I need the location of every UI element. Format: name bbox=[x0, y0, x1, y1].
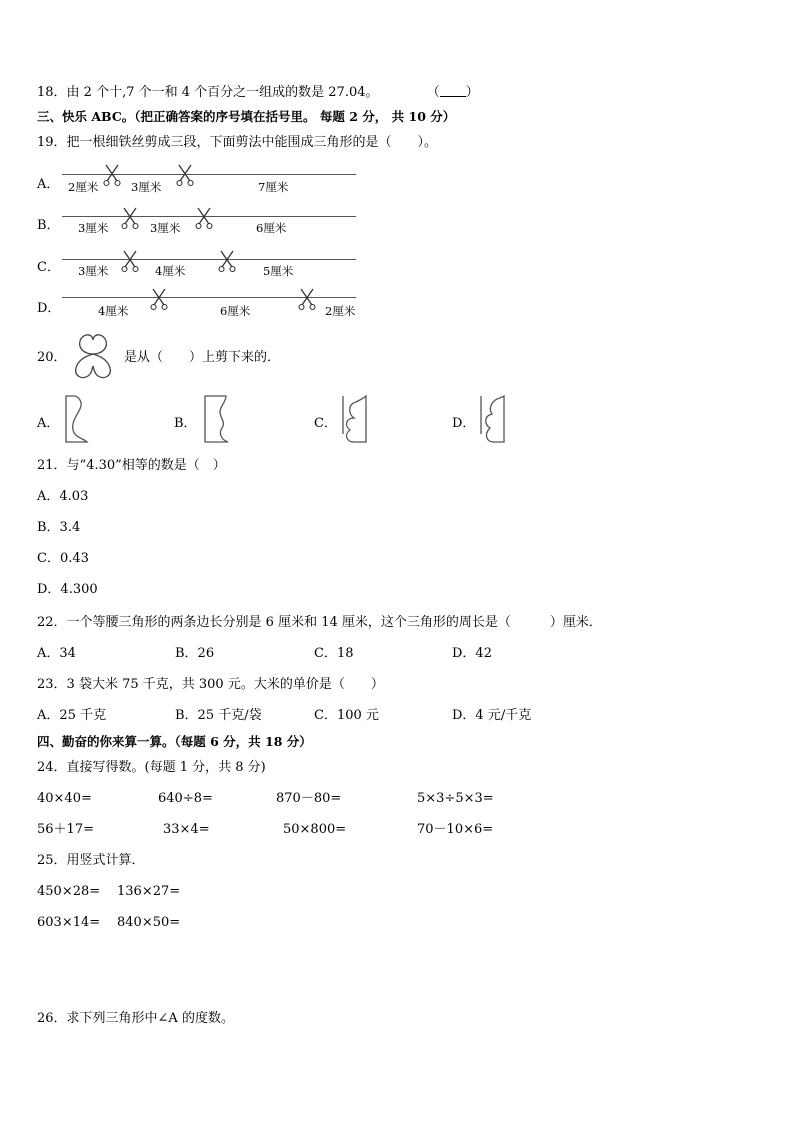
q21-option-c: C．0.43 bbox=[37, 551, 89, 566]
calc-item: 40×40= bbox=[37, 791, 92, 806]
scissors-icon bbox=[298, 288, 316, 310]
q19-segment: 6厘米 bbox=[220, 304, 251, 318]
section-4-title: 四、勤奋的你来算一算。（每题 6 分，共 18 分） bbox=[37, 734, 312, 749]
folded-shape-c-icon bbox=[340, 394, 370, 444]
question-26-text: 26．求下列三角形中∠A 的度数。 bbox=[37, 1011, 234, 1026]
calc-item: 50×800= bbox=[283, 822, 347, 837]
q20-option-c-label: C． bbox=[314, 416, 337, 431]
question-18 bbox=[37, 84, 479, 101]
question-25-text: 25．用竖式计算． bbox=[37, 853, 145, 868]
question-24-text: 24．直接写得数。(每题 1 分，共 8 分) bbox=[37, 760, 266, 775]
q19-segment: 3厘米 bbox=[78, 264, 109, 278]
question-20-text: 是从（ ）上剪下来的． bbox=[124, 350, 281, 365]
scissors-icon bbox=[121, 207, 139, 229]
vertical-calc-item: 450×28= bbox=[37, 884, 101, 899]
scissors-icon bbox=[195, 207, 213, 229]
q19-wire-c bbox=[62, 259, 356, 260]
question-18-text: 18．由 2 个十,7 个一和 4 个百分之一组成的数是 27.04。 bbox=[37, 85, 379, 100]
calc-item: 70－10×6= bbox=[417, 822, 494, 837]
q19-segment: 3厘米 bbox=[78, 221, 109, 235]
q21-option-a: A．4.03 bbox=[37, 489, 89, 504]
vertical-calc-item: 840×50= bbox=[117, 915, 181, 930]
question-23-text: 23．3 袋大米 75 千克，共 300 元。大米的单价是（ ） bbox=[37, 677, 384, 692]
scissors-icon bbox=[150, 288, 168, 310]
q19-option-c-label: C． bbox=[37, 260, 60, 275]
section-3-title: 三、快乐 ABC。（把正确答案的序号填在括号里。 每题 2 分， 共 10 分） bbox=[37, 109, 456, 124]
vertical-calc-item: 603×14= bbox=[37, 915, 101, 930]
q19-segment: 7厘米 bbox=[258, 180, 289, 194]
question-20-number: 20． bbox=[37, 350, 67, 365]
q19-option-b-label: B． bbox=[37, 218, 60, 233]
question-21-text: 21．与“4.30”相等的数是（ ） bbox=[37, 458, 226, 473]
q19-segment: 2厘米 bbox=[325, 304, 356, 318]
q19-segment: 3厘米 bbox=[150, 221, 181, 235]
clover-shape-icon bbox=[68, 330, 118, 382]
q23-option-b: B．25 千克/袋 bbox=[175, 708, 262, 723]
q22-option-b: B．26 bbox=[175, 646, 215, 661]
q22-option-a: A．34 bbox=[37, 646, 76, 661]
q23-option-c: C．100 元 bbox=[314, 708, 379, 723]
scissors-icon bbox=[218, 250, 236, 272]
scissors-icon bbox=[176, 164, 194, 186]
q22-option-d: D．42 bbox=[452, 646, 492, 661]
calc-item: 5×3÷5×3= bbox=[417, 791, 494, 806]
folded-shape-a-icon bbox=[63, 394, 93, 444]
folded-shape-d-icon bbox=[478, 394, 508, 444]
question-19-text: 19．把一根细铁丝剪成三段，下面剪法中能围成三角形的是（ ）。 bbox=[37, 135, 438, 150]
q19-segment: 2厘米 bbox=[68, 180, 99, 194]
q23-option-d: D．4 元/千克 bbox=[452, 708, 532, 723]
q19-segment: 4厘米 bbox=[155, 264, 186, 278]
scissors-icon bbox=[121, 250, 139, 272]
q22-option-c: C．18 bbox=[314, 646, 354, 661]
q20-option-d-label: D． bbox=[452, 416, 476, 431]
q19-segment: 4厘米 bbox=[98, 304, 129, 318]
answer-paren-close: ） bbox=[465, 85, 479, 100]
calc-item: 870－80= bbox=[276, 791, 342, 806]
answer-blank[interactable] bbox=[440, 84, 466, 97]
q20-option-a-label: A． bbox=[37, 416, 60, 431]
folded-shape-b-icon bbox=[202, 394, 232, 444]
q19-option-d-label: D． bbox=[37, 301, 61, 316]
q21-option-b: B．3.4 bbox=[37, 520, 81, 535]
scissors-icon bbox=[103, 164, 121, 186]
q23-option-a: A．25 千克 bbox=[37, 708, 107, 723]
calc-item: 640÷8= bbox=[158, 791, 213, 806]
q19-option-a-label: A． bbox=[37, 177, 60, 192]
q19-segment: 6厘米 bbox=[256, 221, 287, 235]
calc-item: 33×4= bbox=[163, 822, 210, 837]
q19-segment: 3厘米 bbox=[131, 180, 162, 194]
calc-item: 56＋17= bbox=[37, 822, 94, 837]
q20-option-b-label: B． bbox=[174, 416, 197, 431]
q19-segment: 5厘米 bbox=[263, 264, 294, 278]
question-22-text: 22．一个等腰三角形的两条边长分别是 6 厘米和 14 厘米，这个三角形的周长是（ ）厘米． bbox=[37, 615, 602, 630]
q21-option-d: D．4.300 bbox=[37, 582, 98, 597]
answer-paren-open: （ bbox=[426, 85, 440, 100]
vertical-calc-item: 136×27= bbox=[117, 884, 181, 899]
